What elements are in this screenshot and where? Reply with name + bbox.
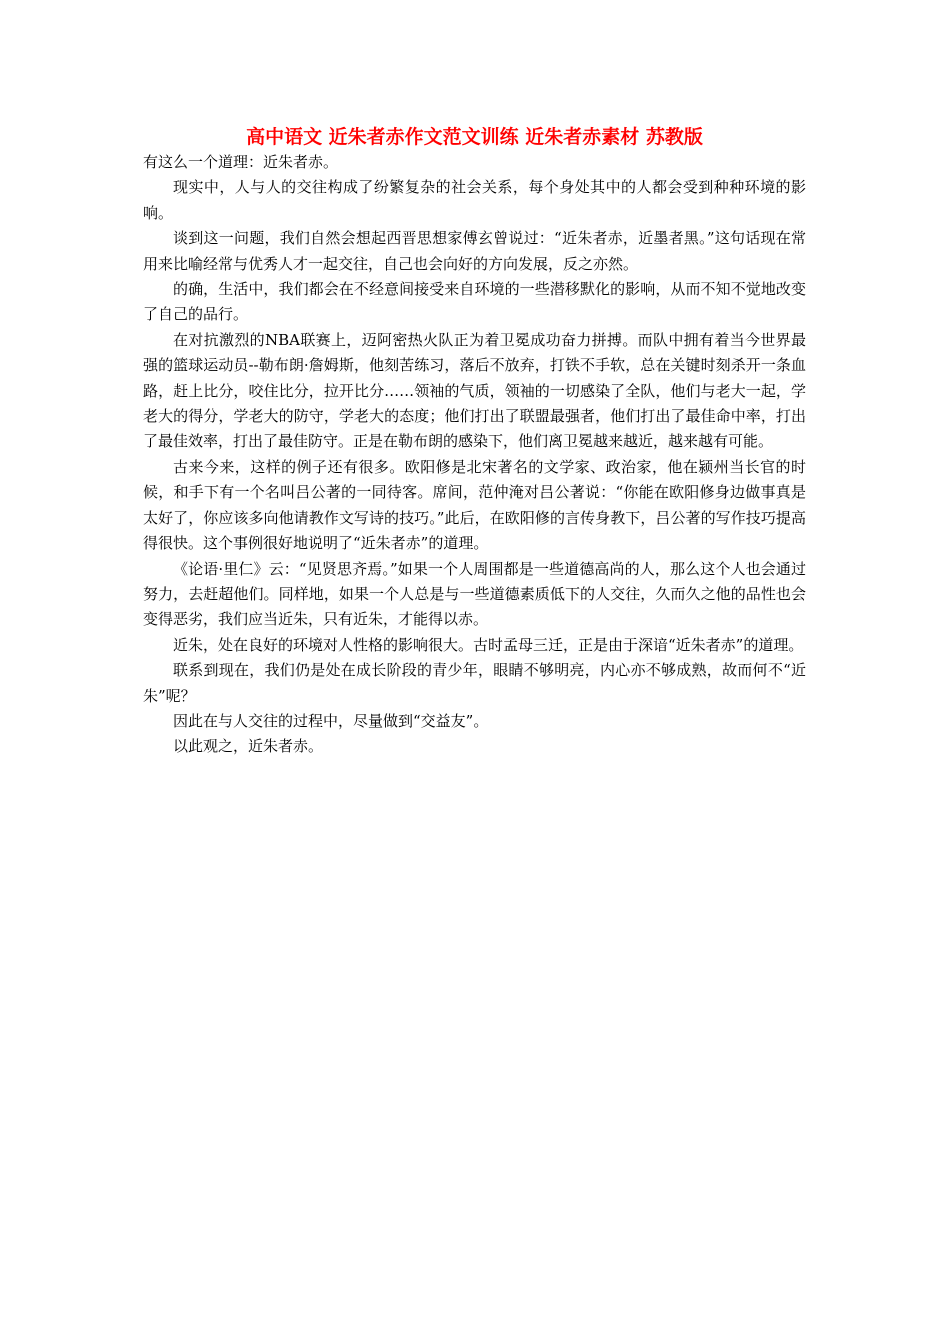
paragraph: 有这么一个道理：近朱者赤。 (143, 153, 339, 171)
paragraph: 谈到这一问题，我们自然会想起西晋思想家傅玄曾说过：“近朱者赤，近墨者黑。”这句话现在常用来比喻经常与优秀人才一起交往，自己也会向好的方向发展，反之亦然。 (143, 229, 806, 273)
paragraph: 《论语·里仁》云：“见贤思齐焉。”如果一个人周围都是一些道德高尚的人，那么这个人也会通过努力，去赶超他们。同样地，如果一个人总是与一些道德素质低下的人交往，久而久之他的品性也会变得恶劣，我们应当近朱，只有近朱，才能得以赤。 (143, 559, 806, 629)
paragraph: 的确，生活中，我们都会在不经意间接受来自环境的一些潜移默化的影响，从而不知不觉地改变了自己的品行。 (143, 280, 806, 324)
document-title: 高中语文 近朱者赤作文范文训练 近朱者赤素材 苏教版 (246, 126, 703, 148)
document-body (143, 150, 806, 760)
paragraph: 在对抗激烈的NBA联赛上，迈阿密热火队正为着卫冕成功奋力拼搏。而队中拥有着当今世界最强的篮球运动员--勒布朗·詹姆斯，他刻苦练习，落后不放弃，打铁不手软，总在关键时刻杀开一条血路，赶上比分，咬住比分，拉开比分……领袖的气质，领袖的一切感染了全队，他们与老大一起，学老大的得分，学老大的防守，学老大的态度；他们打出了联盟最强者，他们打出了最佳命中率，打出了最佳效率，打出了最佳防守。正是在勒布朗的感染下，他们离卫冕越来越近，越来越有可能。 (143, 330, 806, 451)
paragraph: 近朱，处在良好的环境对人性格的影响很大。古时孟母三迁，正是由于深谙“近朱者赤”的道理。 (173, 635, 804, 654)
paragraph: 因此在与人交往的过程中，尽量做到“交益友”。 (173, 711, 489, 730)
paragraph: 联系到现在，我们仍是处在成长阶段的青少年，眼睛不够明亮，内心亦不够成熟，故而何不“近朱”呢？ (143, 661, 806, 705)
paragraph: 以此观之，近朱者赤。 (173, 737, 324, 756)
paragraph: 现实中，人与人的交往构成了纷繁复杂的社会关系，每个身处其中的人都会受到种种环境的影响。 (143, 178, 806, 222)
paragraph: 古来今来，这样的例子还有很多。欧阳修是北宋著名的文学家、政治家，他在颍州当长官的时候，和手下有一个名叫吕公著的一同待客。席间，范仲淹对吕公著说：“你能在欧阳修身边做事真是太好了，你应该多向他请教作文写诗的技巧。”此后，在欧阳修的言传身教下，吕公著的写作技巧提高得很快。这个事例很好地说明了“近朱者赤”的道理。 (143, 457, 806, 553)
